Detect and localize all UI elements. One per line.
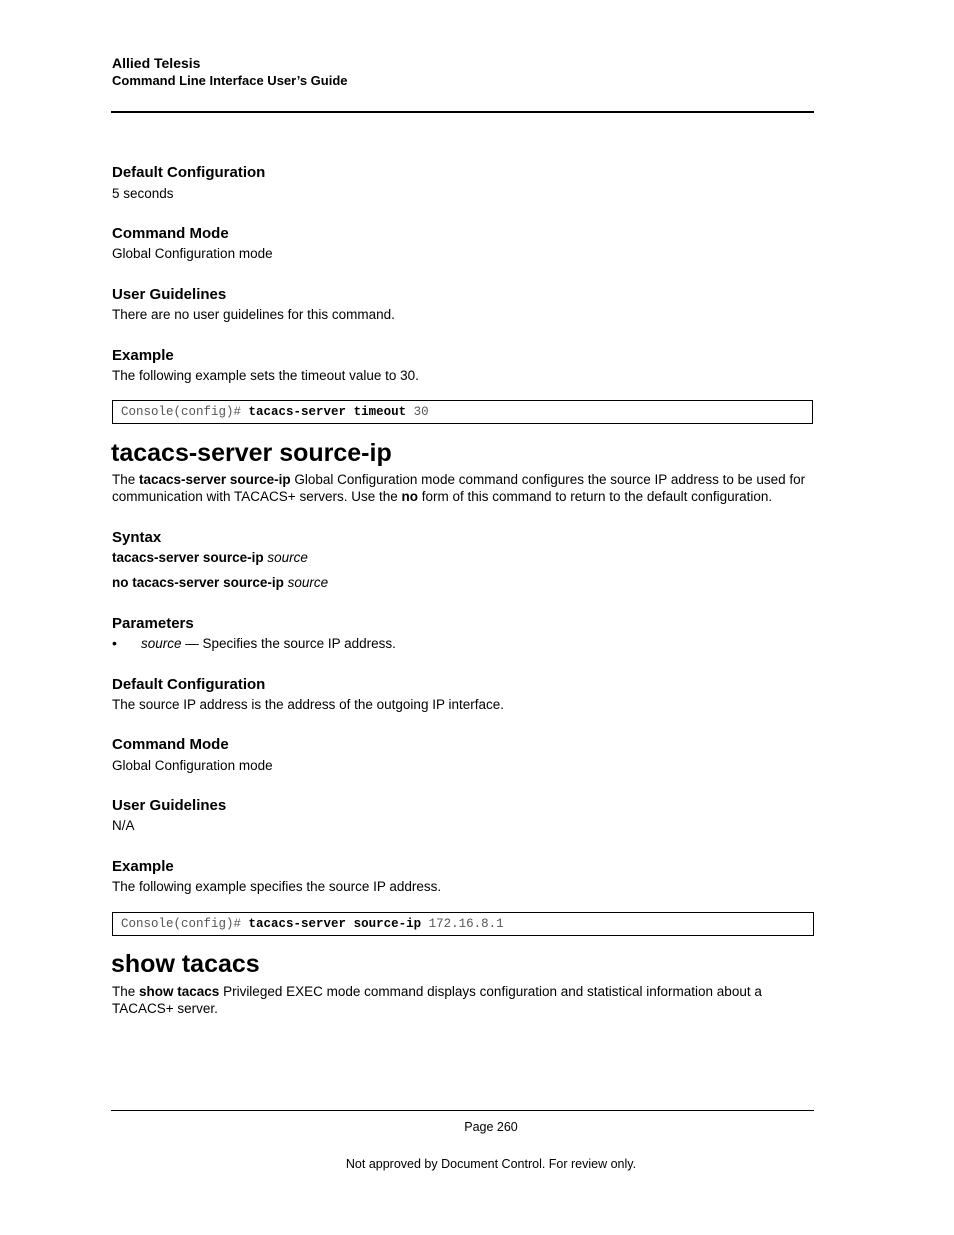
command-mode-text: Global Configuration mode (112, 246, 273, 261)
default-configuration-heading: Default Configuration (112, 676, 266, 693)
example-heading: Example (112, 347, 174, 364)
desc-text: The (112, 472, 140, 487)
desc-text: Global Configuration mode command configures the source IP address to be used for communication with TACACS+ servers. Use the (112, 472, 806, 504)
code-command: tacacs-server timeout (248, 405, 407, 419)
user-guidelines-text: N/A (112, 818, 135, 833)
desc-text: form of this command to return to the default configuration. (417, 489, 773, 504)
page-number: Page 260 (464, 1120, 518, 1134)
syntax-command: no tacacs-server source-ip (112, 575, 284, 590)
desc-no-keyword: no (401, 489, 418, 504)
command-title-show-tacacs: show tacacs (111, 950, 260, 978)
code-argument: 172.16.8.1 (428, 917, 504, 931)
parameters-heading: Parameters (112, 615, 194, 632)
syntax-argument: source (267, 550, 308, 565)
code-argument: 30 (413, 405, 429, 419)
header-guide-title: Command Line Interface User’s Guide (112, 73, 348, 88)
user-guidelines-text: There are no user guidelines for this command. (112, 307, 395, 322)
example-heading: Example (112, 858, 174, 875)
code-prompt: Console(config)# (121, 405, 242, 419)
header-company: Allied Telesis (112, 55, 201, 71)
default-configuration-text: The source IP address is the address of the outgoing IP interface. (112, 697, 504, 712)
command-mode-heading: Command Mode (112, 736, 229, 753)
show-tacacs-description (112, 983, 802, 1017)
user-guidelines-heading: User Guidelines (112, 286, 227, 303)
user-guidelines-heading: User Guidelines (112, 797, 227, 814)
syntax-command: tacacs-server source-ip (112, 550, 264, 565)
source-ip-description (112, 471, 817, 505)
syntax-line-1 (112, 549, 308, 566)
syntax-argument: source (287, 575, 329, 590)
example-code-block (112, 912, 814, 936)
command-mode-heading: Command Mode (112, 225, 229, 242)
default-configuration-heading: Default Configuration (112, 164, 266, 181)
header-divider (111, 111, 814, 113)
syntax-heading: Syntax (112, 529, 162, 546)
command-title-source-ip: tacacs-server source-ip (111, 439, 392, 467)
default-configuration-text: 5 seconds (112, 186, 174, 201)
desc-text: The (112, 984, 140, 999)
example-text: The following example specifies the source IP address. (112, 879, 442, 894)
desc-text: Privileged EXEC mode command displays configuration and statistical information about a TACACS+ server. (112, 984, 762, 1016)
command-mode-text: Global Configuration mode (112, 758, 273, 773)
example-code-block (112, 400, 813, 424)
bullet-icon: • (112, 635, 117, 651)
review-notice: Not approved by Document Control. For review only. (345, 1157, 637, 1171)
syntax-line-2 (112, 574, 328, 591)
parameter-description: — Specifies the source IP address. (181, 636, 396, 651)
desc-command-name: tacacs-server source-ip (139, 472, 291, 487)
example-text: The following example sets the timeout value to 30. (112, 368, 419, 383)
code-prompt: Console(config)# (121, 917, 242, 931)
parameter-name: source (141, 636, 182, 651)
parameter-item (141, 635, 396, 652)
footer-divider (111, 1110, 814, 1111)
code-command: tacacs-server source-ip (248, 917, 422, 931)
desc-command-name: show tacacs (139, 984, 220, 999)
